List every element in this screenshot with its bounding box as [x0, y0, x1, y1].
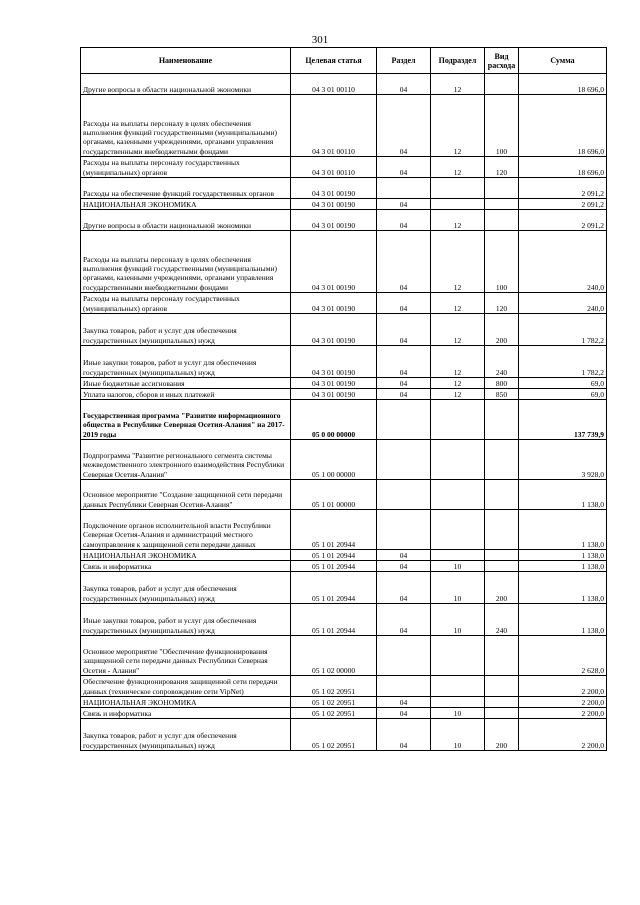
cell-sum: 1 782,2 — [519, 314, 607, 346]
cell-sum: 3 928,0 — [519, 440, 607, 480]
cell-name: Иные закупки товаров, работ и услуг для обеспечения государственных (муниципальных) нужд — [81, 346, 291, 378]
cell-subsection — [431, 676, 485, 697]
header-code: Целевая статья — [291, 48, 377, 74]
cell-name: Закупка товаров, работ и услуг для обеспечения государственных (муниципальных) нужд — [81, 314, 291, 346]
cell-section: 04 — [377, 95, 431, 157]
cell-type — [485, 510, 519, 550]
header-expense-type: Вид расхода — [485, 48, 519, 74]
cell-code: 04 3 01 00190 — [291, 231, 377, 293]
budget-table — [80, 47, 607, 751]
cell-section: 04 — [377, 157, 431, 178]
cell-subsection — [431, 400, 485, 440]
cell-type — [485, 550, 519, 561]
table-row — [81, 604, 607, 636]
cell-code: 05 1 00 00000 — [291, 440, 377, 480]
cell-type: 800 — [485, 378, 519, 389]
cell-type: 240 — [485, 346, 519, 378]
cell-code: 05 1 01 20944 — [291, 550, 377, 561]
cell-code: 05 1 02 20951 — [291, 719, 377, 751]
cell-subsection: 10 — [431, 572, 485, 604]
cell-code: 05 0 00 00000 — [291, 400, 377, 440]
cell-type — [485, 708, 519, 719]
cell-name: Связь и информатика — [81, 561, 291, 572]
cell-subsection — [431, 480, 485, 510]
cell-code: 04 3 01 00110 — [291, 95, 377, 157]
table-row — [81, 697, 607, 708]
cell-section — [377, 440, 431, 480]
cell-code: 04 3 01 00190 — [291, 389, 377, 400]
cell-type — [485, 480, 519, 510]
cell-type: 240 — [485, 604, 519, 636]
cell-sum: 1 782,2 — [519, 346, 607, 378]
cell-sum: 69,0 — [519, 389, 607, 400]
cell-name: Обеспечение функционирования защищенной сети передачи данных (техническое сопровождение сети VipNet) — [81, 676, 291, 697]
cell-code: 04 3 01 00190 — [291, 346, 377, 378]
table-row — [81, 572, 607, 604]
cell-type — [485, 400, 519, 440]
cell-name: Иные бюджетные ассигнования — [81, 378, 291, 389]
cell-section: 04 — [377, 389, 431, 400]
cell-type — [485, 440, 519, 480]
cell-subsection — [431, 550, 485, 561]
cell-code: 04 3 01 00190 — [291, 199, 377, 210]
cell-sum: 1 138,0 — [519, 572, 607, 604]
cell-name: Основное мероприятие "Обеспечение функционирования защищенной сети передачи данных Республики Северная Осетия - Алания" — [81, 636, 291, 676]
table-row — [81, 440, 607, 480]
cell-name: Государственная программа "Развитие информационного общества в Республике Северная Осетия-Алания" на 2017-2019 годы — [81, 400, 291, 440]
cell-name: НАЦИОНАЛЬНАЯ ЭКОНОМИКА — [81, 199, 291, 210]
cell-sum: 2 091,2 — [519, 178, 607, 199]
cell-section: 04 — [377, 314, 431, 346]
cell-code: 05 1 01 20944 — [291, 604, 377, 636]
table-row — [81, 210, 607, 231]
cell-section: 04 — [377, 604, 431, 636]
table-row — [81, 74, 607, 95]
cell-subsection: 12 — [431, 378, 485, 389]
cell-sum: 2 200,0 — [519, 676, 607, 697]
cell-sum: 1 138,0 — [519, 510, 607, 550]
table-row — [81, 561, 607, 572]
cell-code: 04 3 01 00190 — [291, 378, 377, 389]
cell-name: Расходы на выплаты персоналу в целях обеспечения выполнения функций государственными (муниципальными) органами, казенными учреждениями, органами управления государственными внебюджетными фондами — [81, 231, 291, 293]
cell-subsection: 12 — [431, 157, 485, 178]
cell-section: 04 — [377, 293, 431, 314]
cell-section — [377, 480, 431, 510]
cell-type: 120 — [485, 293, 519, 314]
cell-name: НАЦИОНАЛЬНАЯ ЭКОНОМИКА — [81, 697, 291, 708]
cell-type — [485, 178, 519, 199]
cell-subsection: 12 — [431, 210, 485, 231]
cell-subsection: 12 — [431, 95, 485, 157]
cell-sum: 18 696,0 — [519, 95, 607, 157]
cell-subsection — [431, 440, 485, 480]
cell-type — [485, 636, 519, 676]
cell-section: 04 — [377, 74, 431, 95]
cell-type — [485, 676, 519, 697]
cell-section: 04 — [377, 708, 431, 719]
cell-section — [377, 636, 431, 676]
cell-section — [377, 676, 431, 697]
cell-subsection — [431, 697, 485, 708]
cell-section: 04 — [377, 231, 431, 293]
cell-type — [485, 561, 519, 572]
table-row — [81, 95, 607, 157]
cell-section: 04 — [377, 378, 431, 389]
cell-name: Связь и информатика — [81, 708, 291, 719]
cell-sum: 240,0 — [519, 231, 607, 293]
table-row — [81, 676, 607, 697]
cell-name: Расходы на выплаты персоналу государственных (муниципальных) органов — [81, 157, 291, 178]
cell-code: 04 3 01 00110 — [291, 157, 377, 178]
cell-code: 04 3 01 00190 — [291, 178, 377, 199]
header-section: Раздел — [377, 48, 431, 74]
table-row — [81, 400, 607, 440]
cell-code: 04 3 01 00190 — [291, 314, 377, 346]
cell-type: 100 — [485, 95, 519, 157]
cell-code: 05 1 02 00000 — [291, 636, 377, 676]
cell-subsection — [431, 178, 485, 199]
header-subsection: Подраздел — [431, 48, 485, 74]
cell-sum: 2 091,2 — [519, 199, 607, 210]
cell-section: 04 — [377, 210, 431, 231]
cell-subsection: 12 — [431, 231, 485, 293]
table-row — [81, 550, 607, 561]
cell-code: 05 1 01 20944 — [291, 510, 377, 550]
table-row — [81, 719, 607, 751]
table-row — [81, 708, 607, 719]
table-body — [81, 74, 607, 751]
cell-sum: 1 138,0 — [519, 480, 607, 510]
cell-sum: 137 739,9 — [519, 400, 607, 440]
cell-code: 04 3 01 00190 — [291, 210, 377, 231]
cell-code: 05 1 01 00000 — [291, 480, 377, 510]
cell-section — [377, 400, 431, 440]
table-row — [81, 389, 607, 400]
table-row — [81, 293, 607, 314]
cell-name: Основное мероприятие "Создание защищенной сети передачи данных Республики Северная Осетия-Алания" — [81, 480, 291, 510]
table-row — [81, 157, 607, 178]
cell-subsection: 10 — [431, 708, 485, 719]
cell-sum: 2 200,0 — [519, 719, 607, 751]
cell-type: 200 — [485, 719, 519, 751]
cell-section: 04 — [377, 719, 431, 751]
cell-subsection: 10 — [431, 719, 485, 751]
table-row — [81, 199, 607, 210]
cell-sum: 18 696,0 — [519, 74, 607, 95]
cell-sum: 2 091,2 — [519, 210, 607, 231]
table-row — [81, 510, 607, 550]
cell-sum: 2 628,0 — [519, 636, 607, 676]
cell-sum: 1 138,0 — [519, 561, 607, 572]
cell-type — [485, 210, 519, 231]
cell-section: 04 — [377, 550, 431, 561]
cell-section: 04 — [377, 561, 431, 572]
cell-name: Другие вопросы в области национальной экономики — [81, 74, 291, 95]
header-sum: Сумма — [519, 48, 607, 74]
cell-type: 200 — [485, 572, 519, 604]
cell-subsection: 12 — [431, 74, 485, 95]
cell-code: 05 1 02 20951 — [291, 708, 377, 719]
table-row — [81, 378, 607, 389]
cell-name: Расходы на выплаты персоналу в целях обеспечения выполнения функций государственными (муниципальными) органами, казенными учреждениями, органами управления государственными внебюджетными фондами — [81, 95, 291, 157]
cell-name: Закупка товаров, работ и услуг для обеспечения государственных (муниципальных) нужд — [81, 719, 291, 751]
table-row — [81, 480, 607, 510]
table-row — [81, 346, 607, 378]
cell-subsection: 12 — [431, 346, 485, 378]
cell-type — [485, 697, 519, 708]
cell-name: Подключение органов исполнительной власти Республики Северная Осетия-Алания и администраций местного самоуправления к защищенной сети передачи данных — [81, 510, 291, 550]
table-header-row — [81, 48, 607, 74]
cell-type: 200 — [485, 314, 519, 346]
cell-sum: 2 200,0 — [519, 708, 607, 719]
cell-subsection: 10 — [431, 561, 485, 572]
cell-name: Подпрограмма "Развитие регионального сегмента системы межведомственного электронного взаимодействия Республики Северная Осетия-Алания" — [81, 440, 291, 480]
table-row — [81, 636, 607, 676]
cell-name: НАЦИОНАЛЬНАЯ ЭКОНОМИКА — [81, 550, 291, 561]
cell-section: 04 — [377, 199, 431, 210]
cell-sum: 1 138,0 — [519, 550, 607, 561]
cell-section: 04 — [377, 697, 431, 708]
cell-type: 100 — [485, 231, 519, 293]
cell-sum: 18 696,0 — [519, 157, 607, 178]
cell-subsection — [431, 510, 485, 550]
cell-code: 04 3 01 00110 — [291, 74, 377, 95]
cell-name: Расходы на выплаты персоналу государственных (муниципальных) органов — [81, 293, 291, 314]
cell-type — [485, 74, 519, 95]
cell-sum: 2 200,0 — [519, 697, 607, 708]
cell-name: Иные закупки товаров, работ и услуг для обеспечения государственных (муниципальных) нужд — [81, 604, 291, 636]
cell-name: Другие вопросы в области национальной экономики — [81, 210, 291, 231]
cell-section — [377, 510, 431, 550]
cell-name: Расходы на обеспечение функций государственных органов — [81, 178, 291, 199]
cell-type: 850 — [485, 389, 519, 400]
cell-name: Уплата налогов, сборов и иных платежей — [81, 389, 291, 400]
table-row — [81, 231, 607, 293]
cell-sum: 240,0 — [519, 293, 607, 314]
header-name: Наименование — [81, 48, 291, 74]
cell-code: 05 1 02 20951 — [291, 697, 377, 708]
cell-subsection: 12 — [431, 314, 485, 346]
cell-sum: 1 138,0 — [519, 604, 607, 636]
cell-sum: 69,0 — [519, 378, 607, 389]
page-number: 301 — [311, 34, 329, 46]
table-row — [81, 314, 607, 346]
cell-code: 05 1 01 20944 — [291, 572, 377, 604]
cell-code: 05 1 02 20951 — [291, 676, 377, 697]
cell-code: 04 3 01 00190 — [291, 293, 377, 314]
cell-name: Закупка товаров, работ и услуг для обеспечения государственных (муниципальных) нужд — [81, 572, 291, 604]
cell-subsection: 10 — [431, 604, 485, 636]
cell-subsection — [431, 199, 485, 210]
cell-type — [485, 199, 519, 210]
table-row — [81, 178, 607, 199]
cell-section: 04 — [377, 346, 431, 378]
cell-code: 05 1 01 20944 — [291, 561, 377, 572]
cell-section — [377, 178, 431, 199]
cell-subsection: 12 — [431, 389, 485, 400]
cell-type: 120 — [485, 157, 519, 178]
cell-subsection: 12 — [431, 293, 485, 314]
cell-subsection — [431, 636, 485, 676]
cell-section: 04 — [377, 572, 431, 604]
